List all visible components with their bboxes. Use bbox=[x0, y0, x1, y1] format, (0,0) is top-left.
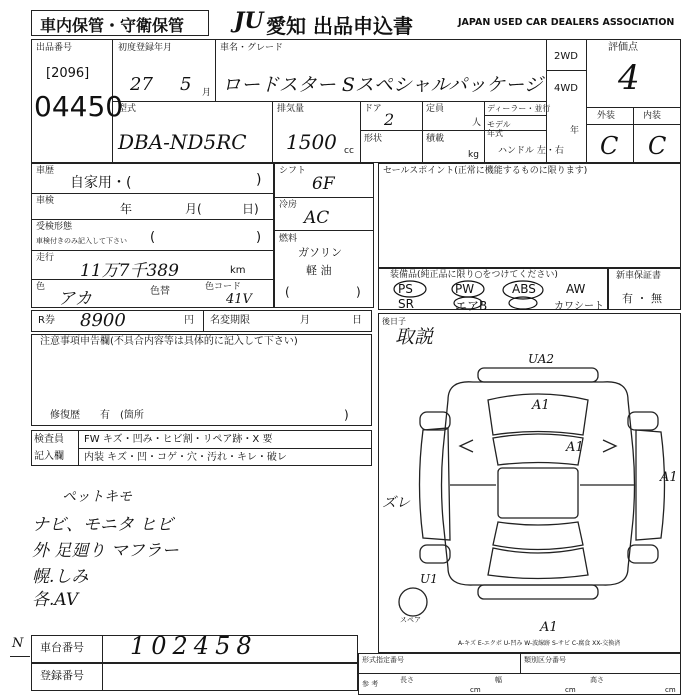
dealer-label: ディーラー・並行 bbox=[487, 104, 551, 113]
displacement-label: 排気量 bbox=[277, 104, 305, 114]
rear-label: 後日子 bbox=[382, 317, 406, 326]
inspector-label-2: 記入欄 bbox=[34, 451, 64, 462]
ju-logo: JU bbox=[234, 8, 264, 34]
color-label: 色 bbox=[36, 282, 46, 292]
history-value: 自家用・( bbox=[70, 175, 132, 191]
exterior-value: C bbox=[600, 132, 619, 160]
lot-sub-number: [2096] bbox=[46, 66, 90, 81]
inspection-day: 日) bbox=[242, 202, 259, 216]
warranty-value: 有 ・ 無 bbox=[622, 292, 662, 305]
history-label: 車歴 bbox=[36, 166, 55, 176]
repair-label: 修復歴 有 (箇所 bbox=[50, 410, 144, 421]
inspector-note-4: 幌.しみ bbox=[32, 567, 89, 587]
width-unit: cm bbox=[565, 686, 576, 694]
sales-point-label: セールスポイント(正常に機能するものに限ります) bbox=[383, 166, 588, 176]
accept-close: ) bbox=[256, 230, 262, 245]
mileage-unit: km bbox=[230, 265, 246, 276]
damage-legend: A-キズ E-エクボ U-凹み W-波線跡 S-サビ C-腐食 XX-交換済 bbox=[458, 640, 621, 647]
repair-close: ) bbox=[344, 408, 349, 422]
inspection-year: 年 bbox=[120, 202, 133, 216]
registration-year: 27 bbox=[130, 74, 153, 95]
storage-tag-text: 車内保管・守衛保管 bbox=[40, 16, 185, 35]
shift-label: シフト bbox=[279, 166, 307, 176]
name-change-month: 月 bbox=[300, 315, 310, 326]
model-label: 型式 bbox=[118, 104, 137, 114]
shift-value: 6F bbox=[312, 174, 335, 194]
spare-label: スペア bbox=[400, 616, 421, 624]
equip-pw: PW bbox=[455, 282, 475, 296]
registration-label: 初度登録年月 bbox=[118, 43, 173, 53]
inspector-note-3: 外 足廻り マフラー bbox=[32, 541, 179, 561]
grade-value: 4 bbox=[618, 58, 640, 98]
model-year-label: モデル年式 bbox=[487, 120, 511, 138]
association-name: JAPAN USED CAR DEALERS ASSOCIATION bbox=[458, 17, 675, 28]
length-unit: cm bbox=[470, 686, 481, 694]
fuel-oil: 軽 油 bbox=[306, 264, 332, 277]
cooler-value: AC bbox=[304, 208, 330, 228]
doors-label: ドア bbox=[364, 104, 382, 114]
recycle-unit: 円 bbox=[184, 315, 194, 326]
fuel-gas: ガソリン bbox=[298, 246, 342, 259]
color-code-value: 41V bbox=[226, 292, 252, 307]
name-change-label: 名変期限 bbox=[210, 315, 250, 326]
equipment-label: 装備品(純正品に限り○をつけてください) bbox=[390, 270, 558, 280]
registration-month: 5 bbox=[180, 74, 192, 95]
damage-mark-1: UA2 bbox=[528, 352, 555, 366]
inspector-note-2: ナビ、モニタ ヒビ bbox=[32, 515, 174, 535]
doors-value: 2 bbox=[384, 110, 395, 129]
inspector-note-1: ペットキモ bbox=[62, 489, 132, 505]
form-title: 愛知 出品申込書 bbox=[266, 14, 413, 38]
color-code-label: 色コード bbox=[205, 282, 242, 292]
equip-abs: ABS bbox=[512, 282, 536, 296]
interior-label: 内装 bbox=[643, 111, 662, 121]
equip-aw: AW bbox=[566, 282, 586, 296]
capacity-label: 定員 bbox=[426, 104, 445, 114]
fuel-label: 燃料 bbox=[279, 234, 298, 244]
drive-2wd: 2WD bbox=[554, 51, 578, 62]
sales-point-box bbox=[378, 163, 681, 268]
notes-label: 注意事項申告欄(不具合内容等は具体的に記入して下さい) bbox=[40, 336, 298, 347]
lot-number: 04450 bbox=[34, 90, 124, 123]
inspector-row-2: 内装 キズ・凹・コゲ・穴・汚れ・キレ・破レ bbox=[84, 452, 287, 463]
inspector-row-1: FW キズ・凹み・ヒビ割・リペア跡・X 要 bbox=[84, 434, 273, 445]
car-name-value: ロードスター Sスペシャルパッケージ bbox=[222, 74, 543, 96]
history-close: ) bbox=[256, 172, 262, 188]
fuel-close: ) bbox=[356, 285, 361, 299]
grade-label: 評価点 bbox=[608, 42, 638, 53]
capacity-unit: 人 bbox=[472, 118, 482, 128]
displacement-value: 1500 bbox=[286, 130, 337, 154]
drive-4wd: 4WD bbox=[554, 83, 578, 94]
accept-note: 車検付きのみ記入して下さい bbox=[36, 237, 127, 245]
reference-label: 参 考 bbox=[362, 680, 379, 688]
equip-sr: SR bbox=[398, 297, 414, 311]
color-value: アカ bbox=[58, 289, 92, 309]
inspector-label-1: 検査員 bbox=[34, 434, 64, 445]
rear-value: 取説 bbox=[395, 326, 434, 348]
damage-mark-5: ズレ bbox=[382, 495, 410, 511]
load-unit: kg bbox=[468, 150, 479, 160]
damage-mark-3: A1 bbox=[566, 440, 584, 455]
car-name-label: 車名・グレード bbox=[220, 43, 284, 53]
interior-value: C bbox=[648, 132, 667, 160]
chassis-label: 車台番号 bbox=[40, 641, 84, 654]
width-label: 幅 bbox=[495, 676, 502, 684]
shape-label: 形状 bbox=[364, 134, 383, 144]
height-label: 高さ bbox=[590, 676, 604, 684]
warranty-label: 新車保証書 bbox=[616, 271, 662, 281]
recycle-value: 8900 bbox=[80, 310, 126, 331]
accept-open: ( bbox=[150, 230, 156, 245]
mileage-value: 11万7千389 bbox=[80, 261, 179, 281]
lot-label: 出品番号 bbox=[36, 43, 73, 53]
damage-mark-2: A1 bbox=[532, 398, 550, 413]
handle-label: ハンドル 左・右 bbox=[498, 146, 564, 156]
equip-airbag: エアB bbox=[455, 299, 488, 313]
chassis-value: 102458 bbox=[130, 632, 258, 660]
corner-mark: N bbox=[12, 636, 24, 651]
color-change-label: 色替 bbox=[150, 286, 170, 297]
equip-ps: PS bbox=[398, 282, 413, 296]
category-number-label: 類別区分番号 bbox=[524, 656, 566, 664]
inspection-month: 月( bbox=[185, 202, 202, 216]
accept-label: 受検形態 bbox=[36, 222, 73, 232]
equip-seat: カワシート bbox=[554, 301, 604, 312]
length-label: 長さ bbox=[400, 676, 414, 684]
height-unit: cm bbox=[665, 686, 676, 694]
load-label: 積載 bbox=[426, 134, 445, 144]
damage-mark-6: U1 bbox=[420, 572, 438, 586]
form-designation-label: 形式指定番号 bbox=[362, 656, 404, 664]
displacement-unit: cc bbox=[344, 146, 354, 156]
car-diagram bbox=[378, 340, 681, 640]
registration-month-unit: 月 bbox=[202, 88, 212, 98]
equipment-circles bbox=[378, 268, 608, 310]
cooler-label: 冷房 bbox=[279, 200, 298, 210]
exterior-label: 外装 bbox=[597, 111, 616, 121]
inspection-label: 車検 bbox=[36, 196, 55, 206]
damage-mark-4: A1 bbox=[660, 470, 678, 485]
model-value: DBA-ND5RC bbox=[118, 130, 247, 154]
model-year-unit: 年 bbox=[570, 126, 580, 136]
plate-label: 登録番号 bbox=[40, 669, 84, 682]
mileage-label: 走行 bbox=[36, 253, 55, 263]
fuel-open: ( bbox=[285, 285, 290, 299]
inspector-note-5: 各.AV bbox=[32, 590, 79, 610]
recycle-label: R券 bbox=[38, 315, 55, 326]
name-change-day: 日 bbox=[352, 315, 362, 326]
damage-mark-7: A1 bbox=[540, 620, 558, 635]
